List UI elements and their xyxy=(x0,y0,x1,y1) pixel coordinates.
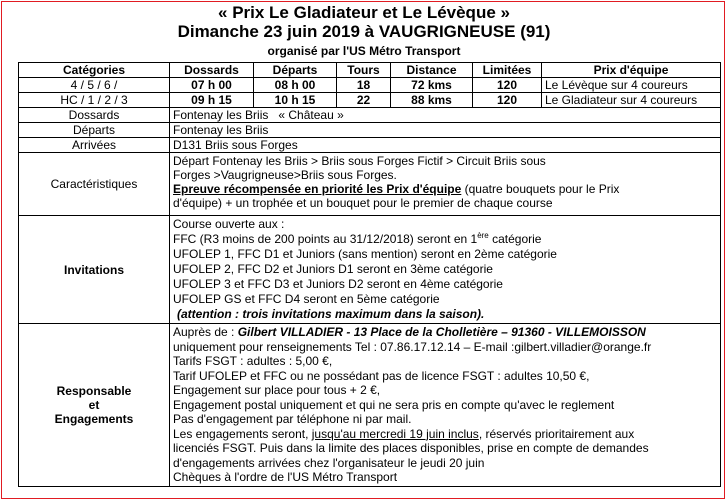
cell-dossards: 09 h 15 xyxy=(170,93,254,108)
inv-line: UFOLEP 3 et FFC D3 et Juniors D2 seront en 4ème catégorie xyxy=(173,277,503,291)
inv-line xyxy=(173,232,717,247)
carac-line xyxy=(173,182,717,196)
table-header-row xyxy=(19,63,721,78)
value-caracteristiques xyxy=(170,153,721,216)
row-arrivees xyxy=(19,138,721,153)
inv-text: FFC (R3 moins de 200 points au 31/12/2018) seront en 1 xyxy=(173,232,478,246)
resp-line: d'engagements arrivées chez l'organisateur le jeudi 20 juin xyxy=(173,455,485,470)
cell-departs: 08 h 00 xyxy=(254,78,337,93)
value-dossards: Fontenay les Briis « Château » xyxy=(170,108,721,123)
race-info-table xyxy=(18,62,721,487)
title-line-3: organisé par l'US Métro Transport xyxy=(267,44,461,58)
cell-dossards: 07 h 00 xyxy=(170,78,254,93)
value-arrivees: D131 Briis sous Forges xyxy=(170,138,721,153)
title-line-2: Dimanche 23 juin 2019 à VAUGRIGNEUSE (91) xyxy=(177,22,551,41)
carac-text: (quatre bouquets pour le Prix xyxy=(461,182,620,196)
cell-categories: 4 / 5 / 6 / xyxy=(19,78,170,93)
header-distance: Distance xyxy=(391,63,473,78)
value-departs: Fontenay les Briis xyxy=(170,123,721,138)
carac-line: Forges >Vaugrigneuse>Briis sous Forges. xyxy=(173,168,397,182)
inv-line: UFOLEP 1, FFC D1 et Juniors (sans mention) seront en 2ème catégorie xyxy=(173,247,557,261)
resp-line: Tarif UFOLEP et FFC ou ne possédant pas de licence FSGT : adultes 10,50 €, xyxy=(173,368,590,383)
inv-line: UFOLEP 2, FFC D2 et Juniors D1 seront en 3ème catégorie xyxy=(173,262,493,276)
resp-line: Engagement sur place pour tous + 2 €, xyxy=(173,383,381,397)
cell-departs: 10 h 15 xyxy=(254,93,337,108)
label-caracteristiques: Caractéristiques xyxy=(19,153,170,216)
resp-line xyxy=(173,325,717,340)
inv-warning: (attention : trois invitations maximum dans la saison). xyxy=(177,307,485,321)
label-invitations: Invitations xyxy=(19,216,170,324)
carac-line: d'équipe) + un trophée et un bouquet pour le premier de chaque course xyxy=(173,196,553,210)
carac-emphasis: Epreuve récompensée en priorité les Prix d'équipe xyxy=(173,182,462,196)
table-row xyxy=(19,93,721,108)
header-tours: Tours xyxy=(337,63,391,78)
header-departs: Départs xyxy=(254,63,337,78)
cell-categories: HC / 1 / 2 / 3 xyxy=(19,93,170,108)
resp-text: Les engagements seront, xyxy=(173,426,312,441)
row-caracteristiques xyxy=(19,153,721,216)
cell-prix-equipe: Le Lévèque sur 4 coureurs xyxy=(542,78,721,93)
cell-limitees: 120 xyxy=(473,78,542,93)
inv-text: catégorie xyxy=(488,232,542,246)
value-responsable xyxy=(170,324,721,487)
cell-distance: 88 kms xyxy=(391,93,473,108)
header-prix-equipe: Prix d'équipe xyxy=(542,63,721,78)
cell-tours: 18 xyxy=(337,78,391,93)
label-arrivees: Arrivées xyxy=(19,138,170,153)
header-limitees: Limitées xyxy=(473,63,542,78)
row-dossards xyxy=(19,108,721,123)
table-row xyxy=(19,78,721,93)
resp-line: Pas d'engagement par téléphone ni par mail. xyxy=(173,412,412,426)
row-responsable xyxy=(19,324,721,487)
label-responsable xyxy=(19,324,170,487)
cell-tours: 22 xyxy=(337,93,391,108)
title-line-1: « Prix Le Gladiateur et Le Lévèque » xyxy=(218,3,510,22)
label-dossards: Dossards xyxy=(19,108,170,123)
cell-distance: 72 kms xyxy=(391,78,473,93)
resp-label: et xyxy=(88,397,100,412)
cell-limitees: 120 xyxy=(473,93,542,108)
resp-line xyxy=(173,427,717,442)
inv-sup: ère xyxy=(477,231,489,240)
resp-line: Tarifs FSGT : adultes : 5,00 €, xyxy=(173,354,333,368)
value-invitations xyxy=(170,216,721,324)
resp-label: Engagements xyxy=(54,411,134,426)
resp-line: licenciés FSGT. Puis dans la limite des places disponibles, prise en compte de demandes xyxy=(173,441,649,455)
resp-deadline: jusqu'au mercredi 19 juin inclus xyxy=(311,426,479,441)
resp-line: Engagement postal uniquement et qui ne sera pris en compte qu'avec le reglement xyxy=(173,397,615,412)
carac-line: Départ Fontenay les Briis > Briis sous Forges Fictif > Circuit Briis sous xyxy=(173,154,546,168)
cell-prix-equipe: Le Gladiateur sur 4 coureurs xyxy=(542,93,721,108)
inv-line: UFOLEP GS et FFC D4 seront en 5ème catégorie xyxy=(173,292,440,306)
resp-text: Auprès de : xyxy=(173,325,238,339)
resp-address: Gilbert VILLADIER - 13 Place de la Cholletière – 91360 - VILLEMOISSON xyxy=(237,325,646,339)
row-departs xyxy=(19,123,721,138)
resp-line: Chèques à l'ordre de l'US Métro Transport xyxy=(173,470,398,484)
header-categories: Catégories xyxy=(19,63,170,78)
header-dossards: Dossards xyxy=(170,63,254,78)
resp-label: Responsable xyxy=(56,383,132,398)
row-invitations xyxy=(19,216,721,324)
resp-line: uniquement pour renseignements Tel : 07.86.17.12.14 – E-mail :gilbert.villadier@orange.fr xyxy=(173,339,652,354)
inv-line: Course ouverte aux : xyxy=(173,217,285,231)
resp-text: , réservés prioritairement aux xyxy=(478,426,635,441)
label-departs: Départs xyxy=(19,123,170,138)
